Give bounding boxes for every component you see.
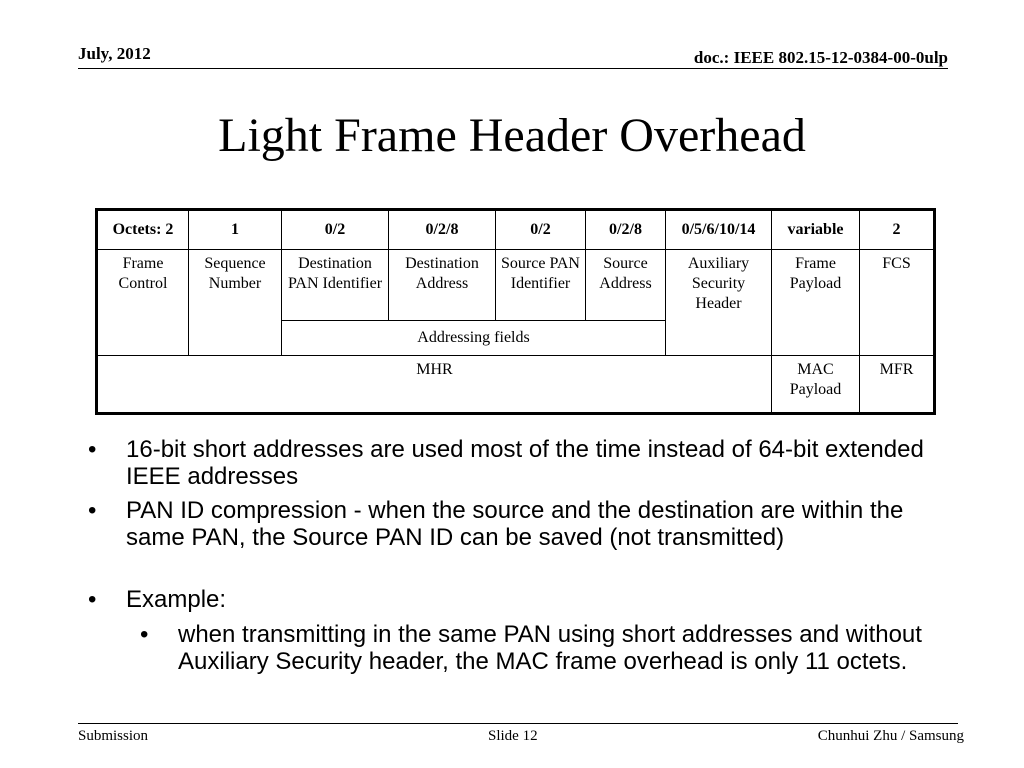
bullet-item xyxy=(88,586,938,613)
bullet-text: PAN ID compression - when the source and the destination are within the same PAN, the Source PAN ID can be saved (not transmitted) xyxy=(126,497,904,551)
slide-number: Slide 12 xyxy=(488,728,538,744)
fields-row xyxy=(97,249,935,321)
bullet-item xyxy=(88,497,938,551)
slide-title: Light Frame Header Overhead xyxy=(218,109,806,162)
octets-cell: 0/2 xyxy=(496,210,586,250)
octets-cell: variable xyxy=(772,210,860,250)
octets-cell: 0/2 xyxy=(282,210,389,250)
field-cell: Source PAN Identifier xyxy=(496,249,586,321)
mac-frame-format-table xyxy=(95,208,936,415)
octets-cell: 0/2/8 xyxy=(389,210,496,250)
bullet-text: 16-bit short addresses are used most of the time instead of 64-bit extended IEEE addresses xyxy=(126,436,924,490)
footer-divider xyxy=(78,723,958,724)
bullet-icon: • xyxy=(140,621,149,648)
octets-cell: 0/5/6/10/14 xyxy=(666,210,772,250)
header-doc-id: doc.: IEEE 802.15-12-0384-00-0ulp xyxy=(693,48,948,67)
field-cell: Destination PAN Identifier xyxy=(282,249,389,321)
bullet-icon: • xyxy=(88,497,97,524)
octets-cell: Octets: 2 xyxy=(97,210,189,250)
octets-cell: 1 xyxy=(189,210,282,250)
field-cell: Sequence Number xyxy=(189,249,282,355)
mhr-cell: MHR xyxy=(97,355,772,413)
field-cell: Destination Address xyxy=(389,249,496,321)
footer-author: Chunhui Zhu / Samsung xyxy=(817,728,964,744)
octets-cell: 2 xyxy=(860,210,935,250)
header-divider xyxy=(78,68,948,69)
field-cell: Frame Payload xyxy=(772,249,860,355)
bullet-item xyxy=(88,436,938,490)
addressing-fields-cell: Addressing fields xyxy=(282,321,666,355)
octets-cell: 0/2/8 xyxy=(586,210,666,250)
sub-bullet-text: when transmitting in the same PAN using short addresses and without Auxiliary Security header, the MAC frame overhead is only 11 octets. xyxy=(178,621,922,675)
mfr-cell: MFR xyxy=(860,355,935,413)
sections-row xyxy=(97,355,935,413)
field-cell: Source Address xyxy=(586,249,666,321)
field-cell: FCS xyxy=(860,249,935,355)
header-date: July, 2012 xyxy=(78,44,151,63)
field-cell: Auxiliary Security Header xyxy=(666,249,772,355)
mac-payload-cell: MAC Payload xyxy=(772,355,860,413)
octets-row xyxy=(97,210,935,250)
bullet-text: Example: xyxy=(126,586,227,613)
footer-submission: Submission xyxy=(78,728,149,744)
bullet-icon: • xyxy=(88,586,97,613)
sub-bullet-item xyxy=(140,621,930,675)
bullet-icon: • xyxy=(88,436,97,463)
field-cell: Frame Control xyxy=(97,249,189,355)
